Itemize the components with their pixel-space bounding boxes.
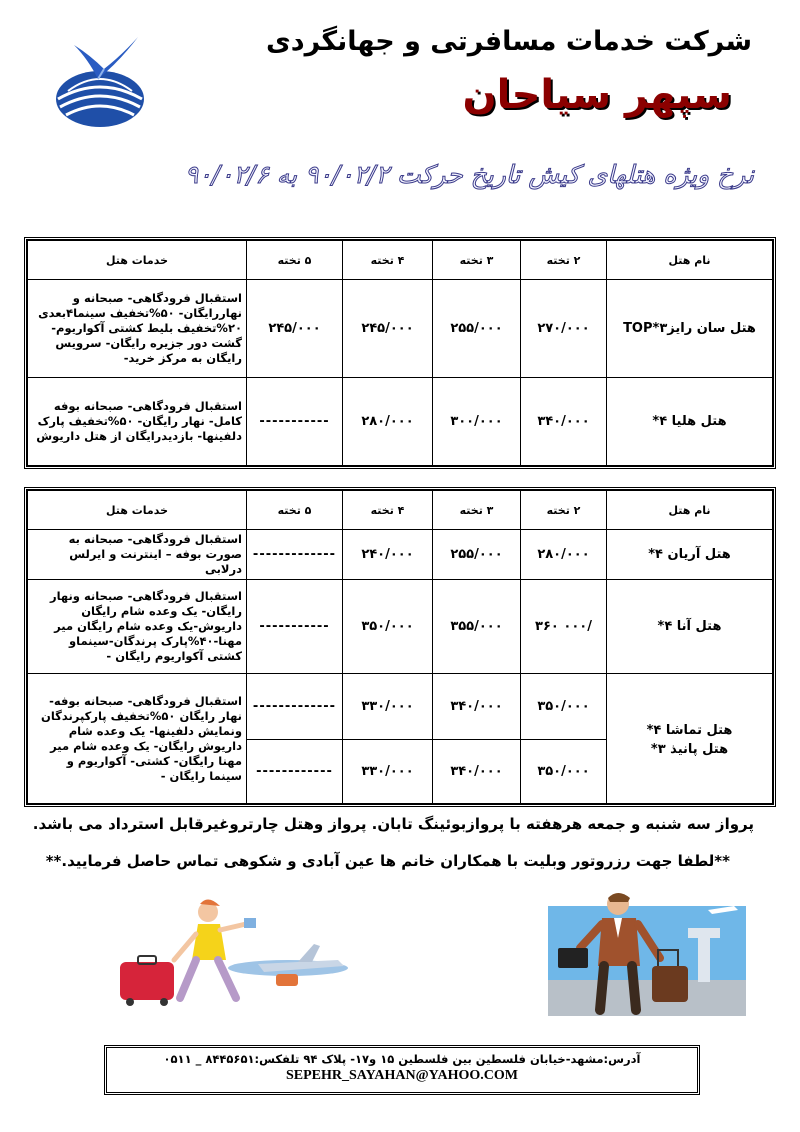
brand-name: سپهر سیاحان bbox=[462, 72, 732, 118]
price-4-bed: ۳۳۰/۰۰۰ bbox=[343, 740, 433, 804]
header-2-bed: ۲ تخته bbox=[521, 241, 607, 280]
price-3-bed: ۲۵۵/۰۰۰ bbox=[433, 280, 521, 378]
price-5-bed: ----------- bbox=[247, 580, 343, 674]
table-row bbox=[28, 378, 773, 466]
price-2-bed: ۲۷۰/۰۰۰ bbox=[521, 280, 607, 378]
hotel-services: استقبال فرودگاهی- صبحانه به صورت بوفه – اینترنت و ایرلس درلابی bbox=[28, 530, 247, 580]
hotel-services: استقبال فرودگاهی- صبحانه بوفه- نهار رایگان ۵۰%تخفیف پارکپرندگان ونمایش دلفینها- یک وعده شام داریوش رایگان- یک وعده شام میر مهنا رایگان- کشتی- آکواریوم و سینما رایگان - bbox=[28, 674, 247, 804]
flight-note: پرواز سه شنبه و جمعه هرهفته با پروازبوئینگ تابان. پرواز وهتل چارتروغیرقابل استرداد می باشد. bbox=[32, 815, 754, 833]
price-2-bed: ۲۸۰/۰۰۰ bbox=[521, 530, 607, 580]
hotel-services: استقبال فرودگاهی- صبحانه بوفه کامل- نهار رایگان- ۵۰%تخفیف پارک دلفینها- بازدیدرایگان از هتل داریوش bbox=[28, 378, 247, 466]
hotel-name: هتل تماشا ۴* bbox=[607, 674, 773, 740]
hotel-services: استقبال فرودگاهی- صبحانه ونهار رایگان- یک وعده شام رایگان داریوش-یک وعده شام رایگان میر مهنا-۴۰%پارک پرندگان-سینماو کشتی آکواریوم رایگان - bbox=[28, 580, 247, 674]
price-3-bed: ۳۰۰/۰۰۰ bbox=[433, 378, 521, 466]
table-header-row bbox=[28, 241, 773, 280]
price-table-1 bbox=[24, 237, 776, 469]
header-4-bed: ۴ تخته bbox=[343, 241, 433, 280]
price-2-bed: ۳۴۰/۰۰۰ bbox=[521, 378, 607, 466]
header-services: خدمات هتل bbox=[28, 241, 247, 280]
businessman-illustration-icon bbox=[548, 888, 746, 1016]
promo-title: نرخ ویژه هتلهای کیش تاریخ حرکت ۹۰/۰۲/۲ به ۹۰/۰۲/۶ bbox=[184, 160, 754, 189]
hotel-name: هتل پانیذ ۳* bbox=[607, 740, 773, 804]
price-3-bed: ۳۴۰/۰۰۰ bbox=[433, 674, 521, 740]
hotel-name: هتل هلیا ۴* bbox=[607, 378, 773, 466]
company-name: شرکت خدمات مسافرتی و جهانگردی bbox=[266, 26, 752, 57]
price-4-bed: ۲۸۰/۰۰۰ bbox=[343, 378, 433, 466]
table-row bbox=[28, 280, 773, 378]
price-3-bed: ۲۵۵/۰۰۰ bbox=[433, 530, 521, 580]
price-4-bed: ۳۵۰/۰۰۰ bbox=[343, 580, 433, 674]
hotel-name: هتل سان رایز۳*TOP bbox=[607, 280, 773, 378]
price-5-bed: ------------- bbox=[247, 530, 343, 580]
price-5-bed: ----------- bbox=[247, 378, 343, 466]
price-5-bed: ------------- bbox=[247, 674, 343, 740]
header-hotel-name: نام هتل bbox=[607, 491, 773, 530]
header-hotel-name: نام هتل bbox=[607, 241, 773, 280]
price-5-bed: ۲۴۵/۰۰۰ bbox=[247, 280, 343, 378]
price-4-bed: ۳۳۰/۰۰۰ bbox=[343, 674, 433, 740]
table-row bbox=[28, 530, 773, 580]
address-text: آدرس:مشهد-خیابان فلسطین بین فلسطین ۱۵ و۱۷- پلاک ۹۴ تلفکس:۸۴۴۵۶۵۱ _ ۰۵۱۱ bbox=[163, 1052, 641, 1066]
header-5-bed: ۵ تخته bbox=[247, 491, 343, 530]
company-logo-icon bbox=[38, 25, 162, 133]
contact-note: **لطفا جهت رزروتور وبلیت با همکاران خانم ها عین آبادی و شکوهی تماس حاصل فرمایید.** bbox=[45, 852, 730, 870]
hotel-services: استقبال فرودگاهی- صبحانه و نهاررایگان- ۵۰%تخفیف سینما۴بعدی ۲۰%تخفیف بلیط کشتی آکواریوم- گشت دور جزیره رایگان- سرویس رایگان به مرکز خرید- bbox=[28, 280, 247, 378]
price-2-bed: ۳۵۰/۰۰۰ bbox=[521, 740, 607, 804]
price-2-bed: ۳۵۰/۰۰۰ bbox=[521, 674, 607, 740]
price-table-2 bbox=[24, 487, 776, 807]
traveler-illustration-icon bbox=[108, 890, 348, 1010]
header-services: خدمات هتل bbox=[28, 491, 247, 530]
price-3-bed: ۳۵۵/۰۰۰ bbox=[433, 580, 521, 674]
header-3-bed: ۳ تخته bbox=[433, 491, 521, 530]
price-3-bed: ۳۴۰/۰۰۰ bbox=[433, 740, 521, 804]
price-5-bed: ------------ bbox=[247, 740, 343, 804]
price-4-bed: ۲۴۰/۰۰۰ bbox=[343, 530, 433, 580]
header-4-bed: ۴ تخته bbox=[343, 491, 433, 530]
email-text: SEPEHR_SAYAHAN@YAHOO.COM bbox=[285, 1068, 518, 1083]
header-3-bed: ۳ تخته bbox=[433, 241, 521, 280]
price-2-bed: /۰۰۰ ۳۶۰ bbox=[521, 580, 607, 674]
table-row bbox=[28, 674, 773, 740]
footer-contact-box bbox=[104, 1045, 700, 1095]
table-header-row bbox=[28, 491, 773, 530]
price-4-bed: ۲۴۵/۰۰۰ bbox=[343, 280, 433, 378]
header-2-bed: ۲ تخته bbox=[521, 491, 607, 530]
table-row bbox=[28, 580, 773, 674]
hotel-name: هتل آنا ۴* bbox=[607, 580, 773, 674]
hotel-name: هتل آریان ۴* bbox=[607, 530, 773, 580]
header-5-bed: ۵ تخته bbox=[247, 241, 343, 280]
